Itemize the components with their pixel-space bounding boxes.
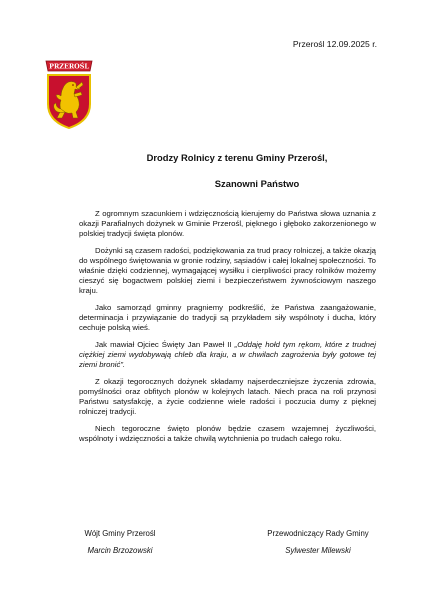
signatory-name-left: Marcin Brzozowski [87, 546, 153, 555]
paragraph-3: Jako samorząd gminny pragniemy podkreślić, że Państwa zaangażowanie, determinacja i przywiązanie do tradycji są przykładem siły wspólnoty i ducha, który cechuje polską wieś. [79, 303, 376, 333]
signatory-name-right: Sylwester Milewski [285, 546, 351, 555]
signatory-title-left: Wójt Gminy Przerośl [84, 529, 156, 538]
greeting-line-2: Szanowni Państwo [214, 178, 300, 189]
signatory-title-right: Przewodniczący Rady Gminy [267, 529, 369, 538]
coat-of-arms-icon [44, 58, 94, 130]
paragraph-2: Dożynki są czasem radości, podziękowania za trud pracy rolniczej, a także okazją do wspólnego świętowania w gronie rodziny, sąsiadów i całej lokalnej społeczności. To właśnie dzięki codziennej, wymagającej wysiłku i cierpliwości pracy rolników możemy cieszyć się bogactwem polskiej ziemi i bezpieczeństwem żywnościowym naszego kraju. [79, 245, 376, 296]
place-date: Przerośl 12.09.2025 r. [292, 39, 377, 49]
quote-intro: Jak mawiał Ojciec Święty Jan Paweł II [95, 340, 235, 350]
paragraph-4 [79, 340, 376, 370]
greeting-line-1: Drodzy Rolnicy z terenu Gminy Przerośl, [146, 152, 328, 163]
paragraph-6: Niech tegoroczne święto plonów będzie czasem wzajemnej życzliwości, wspólnoty i wdzięczności a także chwilą wytchnienia po trudach całego roku. [79, 424, 376, 444]
letter-body [79, 209, 376, 451]
signature-left [50, 529, 190, 555]
crest-banner-text: PRZEROŚL [49, 62, 89, 71]
paragraph-1: Z ogromnym szacunkiem i wdzięcznością kierujemy do Państwa słowa uznania z okazji Parafialnych dożynek w Gminie Przerośl, pięknego i głęboko zakorzenionego w polskiej tradycji święta plonów. [79, 209, 376, 239]
papal-quote: „Oddaję hołd tym rękom, które z trudnej ciężkiej ziemi wydobywają chleb dla kraju, a w chwilach zagrożenia były gotowe tej ziemi bronić”. [79, 340, 376, 370]
signature-right [243, 529, 393, 555]
paragraph-5: Z okazji tegorocznych dożynek składamy najserdeczniejsze życzenia zdrowia, pomyślności oraz obfitych plonów w kolejnych latach. Niech praca na roli przynosi Państwu satysfakcję, a życie codzienne wiele radości i poczucia dumy z pięknej rolniczej tradycji. [79, 377, 376, 417]
